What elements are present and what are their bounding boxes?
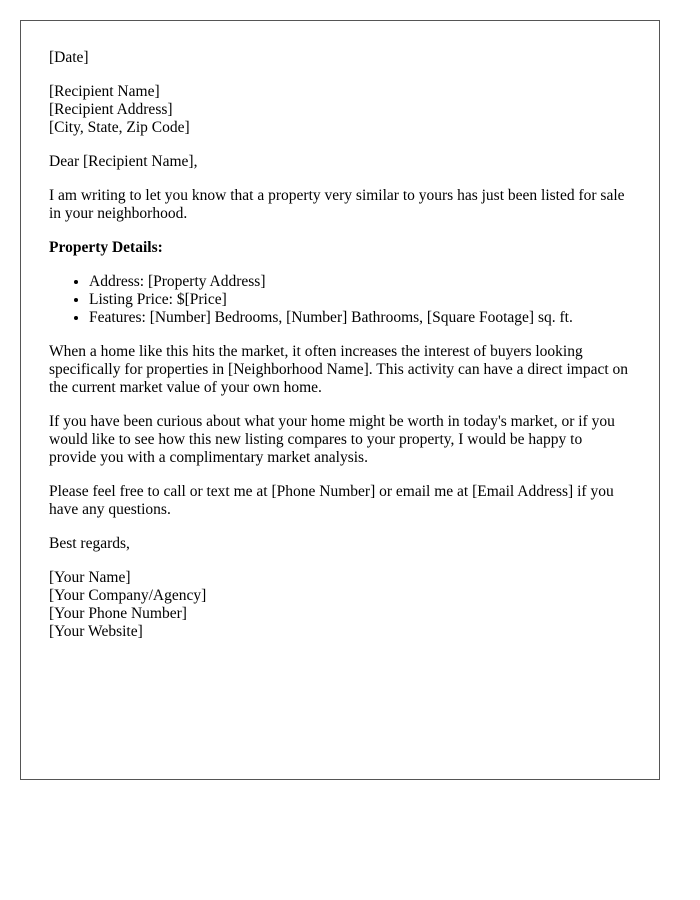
market-paragraph: When a home like this hits the market, it often increases the interest of buyers looking specifically for properties in [Neighborhood Name]. This activity can have a direct impact on the current market value of your own home. (49, 343, 629, 396)
signature-company: [Your Company/Agency] (49, 587, 207, 604)
property-details-heading: Property Details: (49, 239, 163, 256)
letter-page (20, 20, 660, 780)
recipient-address: [Recipient Address] (49, 101, 173, 118)
letter-date: [Date] (49, 49, 89, 66)
detail-listing-price: • Listing Price: $[Price] (89, 291, 631, 309)
salutation: Dear [Recipient Name], (49, 153, 198, 170)
property-details-list (49, 273, 631, 327)
contact-paragraph: Please feel free to call or text me at [Phone Number] or email me at [Email Address] if you have any questions. (49, 483, 614, 518)
closing: Best regards, (49, 535, 130, 552)
signature-block (49, 569, 631, 641)
offer-paragraph: If you have been curious about what your home might be worth in today's market, or if you would like to see how this new listing compares to your property, I would be happy to provide you with a complimentary market analysis. (49, 413, 615, 466)
date-block (49, 49, 631, 67)
recipient-name: [Recipient Name] (49, 83, 160, 100)
recipient-city-state-zip: [City, State, Zip Code] (49, 119, 190, 136)
detail-address: • Address: [Property Address] (89, 273, 631, 291)
recipient-block (49, 83, 631, 137)
signature-website: [Your Website] (49, 623, 143, 640)
intro-paragraph: I am writing to let you know that a property very similar to yours has just been listed for sale in your neighborhood. (49, 187, 625, 222)
detail-features: • Features: [Number] Bedrooms, [Number] Bathrooms, [Square Footage] sq. ft. (89, 309, 631, 327)
signature-phone: [Your Phone Number] (49, 605, 187, 622)
signature-name: [Your Name] (49, 569, 131, 586)
